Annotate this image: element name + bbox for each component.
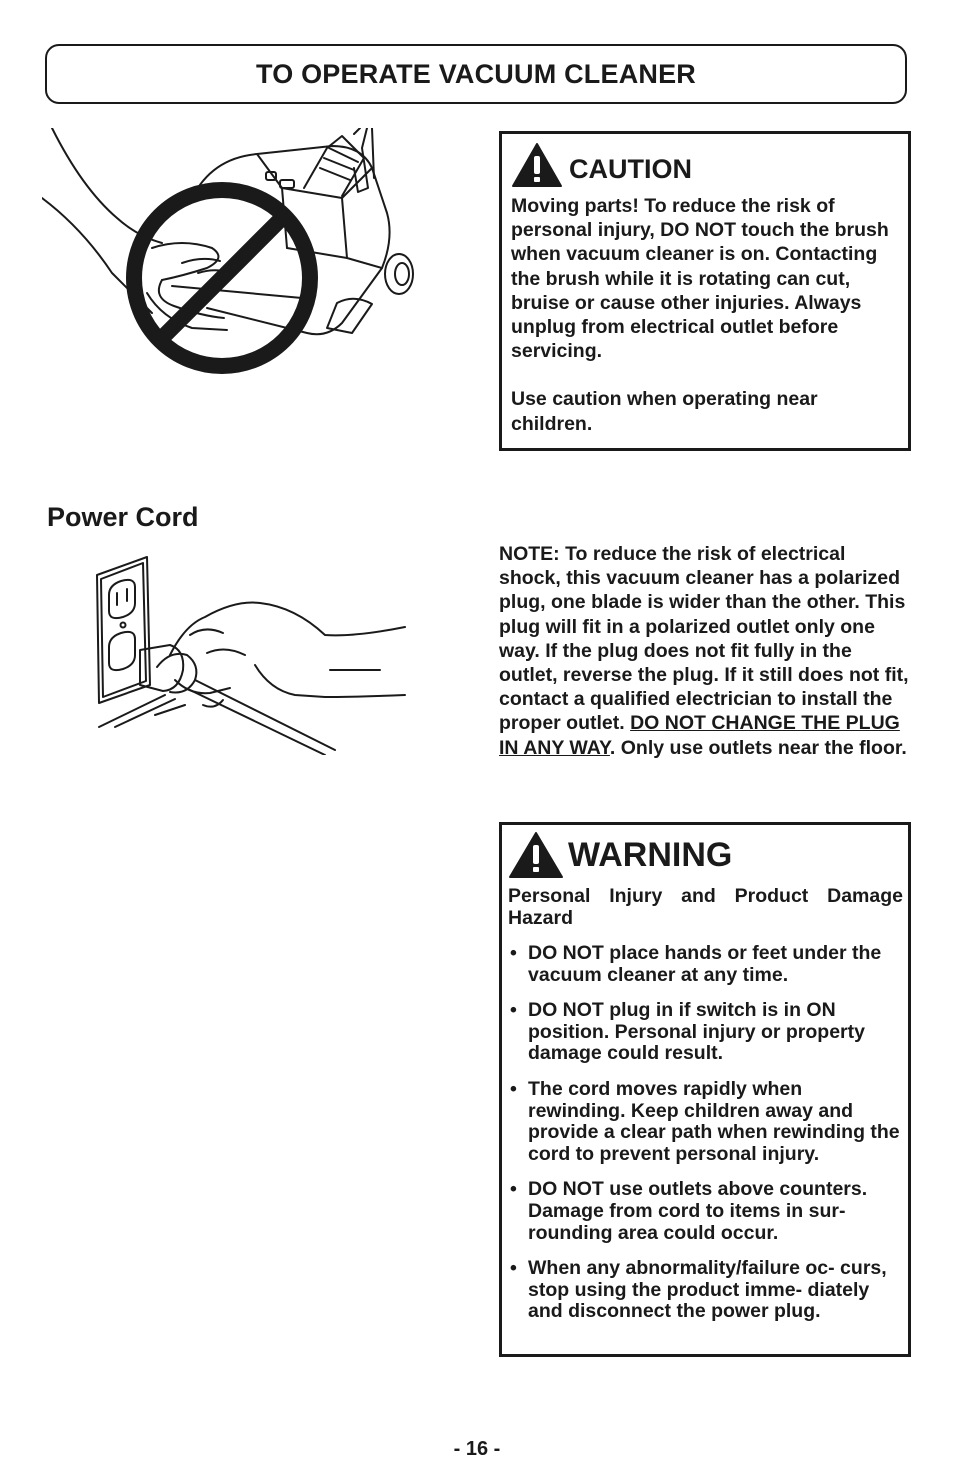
list-item-text: DO NOT plug in if switch is in ON position. Personal injury or property damage could result. (528, 999, 865, 1065)
bullet-icon: • (510, 1077, 517, 1100)
bullet-icon: • (510, 999, 517, 1022)
list-item-text: When any abnormality/failure oc- curs, stop using the product imme- diately and disconnect the power plug. (528, 1257, 887, 1323)
caution-paragraph: Moving parts! To reduce the risk of personal injury, DO NOT touch the brush when vacuum cleaner is on. Contacting the brush while it is rotating can cut, bruise or cause other injuries. Always unplug from electrical outlet before servicing. (511, 195, 889, 363)
page-title-box (45, 44, 907, 104)
warning-triangle-icon (508, 831, 564, 879)
caution-body (511, 194, 898, 436)
warning-header (508, 831, 903, 879)
list-item (508, 1258, 903, 1323)
warning-bullet-list (508, 943, 903, 1323)
list-item-text: DO NOT place hands or feet under the vacuum cleaner at any time. (528, 942, 882, 986)
warning-subheading-line: Personal Injury and Product Damage (508, 885, 903, 907)
page-number: - 16 - (453, 1438, 501, 1460)
note-text: NOTE: To reduce the risk of electrical shock, this vacuum cleaner has a polarized plug, one blade is wider than the other. This plug will fit in a polarized outlet only one way. If the plug does not fit fully in the outlet, reverse the plug. If it still does not fit, contact a qualified electrician to install the proper outlet. (499, 543, 909, 735)
warning-subheading-line: Hazard (508, 907, 574, 929)
power-cord-note (499, 542, 911, 760)
bullet-icon: • (510, 942, 517, 964)
section-heading-power-cord: Power Cord (47, 502, 199, 532)
caution-paragraph: Use caution when operating near children. (511, 388, 818, 435)
list-item (508, 1179, 903, 1244)
warning-triangle-icon (511, 142, 563, 188)
caution-box (499, 131, 911, 451)
list-item-text: The cord moves rapidly when rewinding. Keep children away and provide a clear path when rewinding the cord to prevent personal injury. (528, 1077, 900, 1165)
bullet-icon: • (510, 1257, 517, 1280)
list-item (508, 1079, 903, 1165)
note-underlined-text: DO NOT CHANGE THE PLUG IN ANY WAY (499, 712, 900, 759)
vacuum-brush-prohibited-illustration (42, 128, 422, 378)
page-title: TO OPERATE VACUUM CLEANER (255, 58, 697, 89)
caution-header (511, 142, 898, 188)
list-item-text: DO NOT use outlets above counters. Damage from cord to items in sur- rounding area could occur. (528, 1178, 868, 1244)
warning-heading: WARNING (568, 835, 733, 874)
bullet-icon: • (510, 1178, 517, 1201)
note-tail: . Only use outlets near the floor. (609, 736, 907, 759)
plug-into-outlet-illustration (95, 555, 415, 755)
list-item (508, 1000, 903, 1065)
list-item (508, 943, 903, 986)
warning-box (499, 822, 911, 1357)
warning-subheading (508, 885, 903, 929)
caution-heading: CAUTION (569, 153, 692, 184)
